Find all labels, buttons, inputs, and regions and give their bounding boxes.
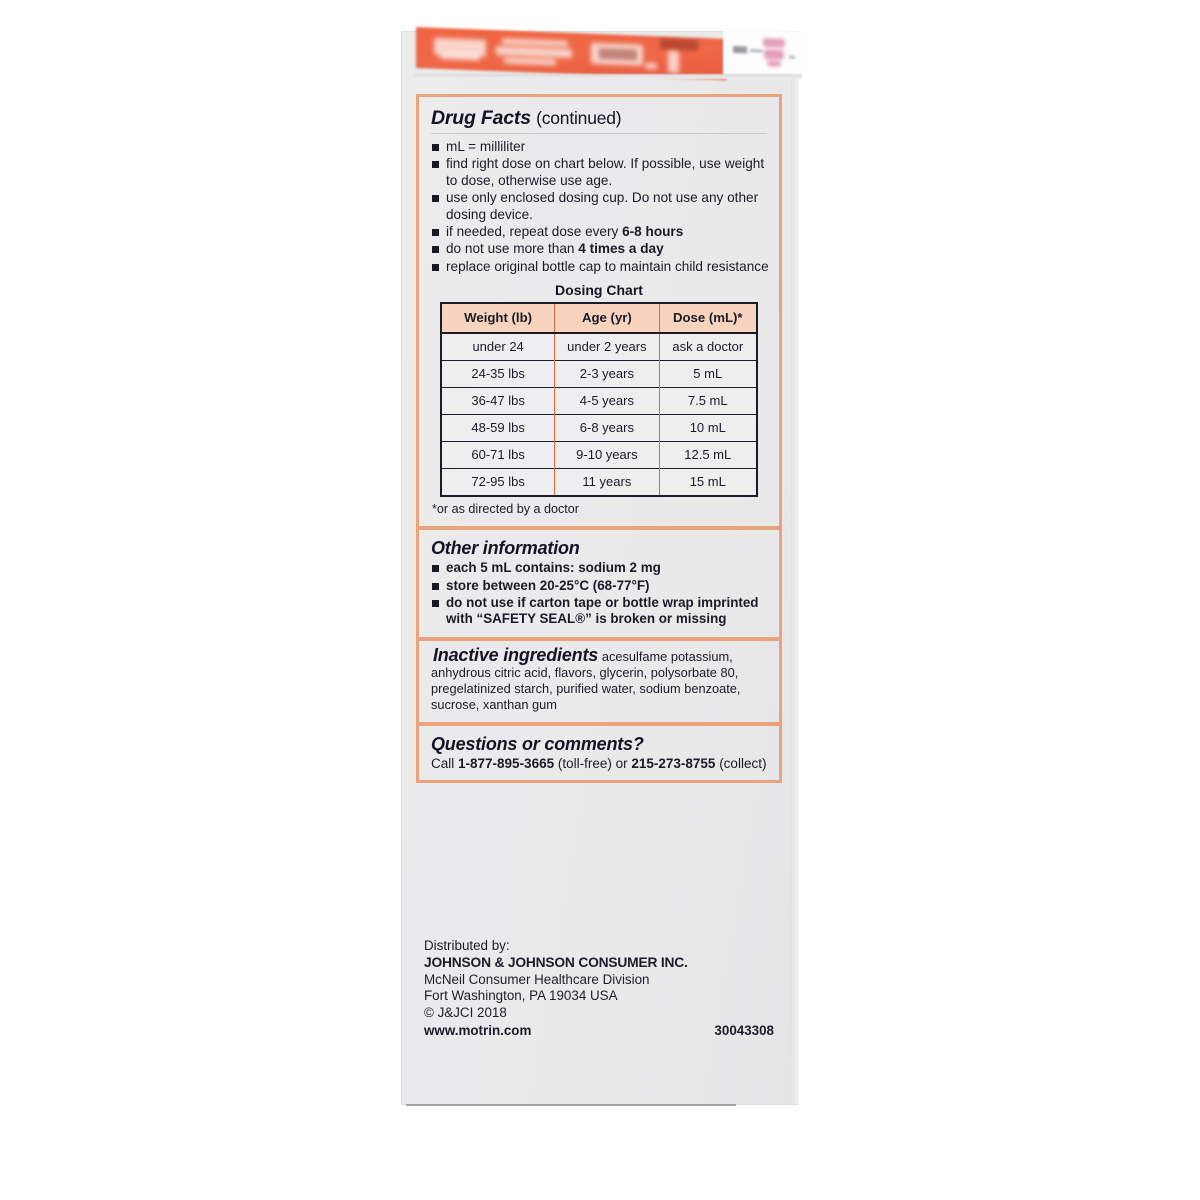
table-cell: 24-35 lbs [441, 361, 555, 388]
division-name: McNeil Consumer Healthcare Division [424, 971, 650, 987]
list-item: do not use if carton tape or bottle wrap imprinted with “SAFETY SEAL®” is broken or missing [431, 595, 769, 628]
heading-rule [431, 133, 767, 134]
table-row [441, 361, 757, 388]
other-information-heading: Other information [431, 538, 580, 559]
table-row [441, 388, 757, 415]
carton-top-white-flap [723, 29, 801, 78]
table-cell: 7.5 mL [659, 388, 757, 415]
other-information-bullet-list [429, 560, 769, 628]
table-cell: 2-3 years [555, 361, 659, 388]
product-carton [402, 32, 798, 1104]
inactive-ingredients-heading: Inactive ingredients [433, 644, 599, 665]
table-row [441, 415, 757, 442]
distributed-by-label: Distributed by: [424, 938, 510, 953]
table-cell: 72-95 lbs [441, 469, 555, 497]
carton-side-edge [791, 66, 799, 1104]
table-cell: 5 mL [659, 361, 757, 388]
website-url[interactable]: www.motrin.com [424, 1022, 532, 1038]
table-row [441, 333, 757, 361]
table-row [441, 469, 757, 497]
list-item: store between 20-25°C (68-77°F) [431, 578, 769, 594]
column-header: Age (yr) [555, 303, 659, 333]
company-name: JOHNSON & JOHNSON CONSUMER INC. [424, 954, 688, 970]
drug-facts-continued-label: (continued) [536, 108, 622, 128]
drug-facts-heading [431, 107, 769, 130]
inactive-ingredients-body [431, 644, 769, 714]
table-cell: ask a doctor [659, 333, 757, 361]
list-item: find right dose on chart below. If possible, use weight to dose, otherwise use age. [431, 156, 769, 189]
table-row [441, 442, 757, 469]
dosing-chart-footnote: *or as directed by a doctor [432, 502, 580, 517]
table-cell: 10 mL [659, 415, 757, 442]
table-cell: 15 mL [659, 469, 757, 497]
inactive-ingredients-text: acesulfame potassium, anhydrous citric acid, flavors, glycerin, polysorbate 80, pregelatinized starch, purified water, sodium benzoate, sucrose, xanthan gum [431, 648, 741, 713]
table-cell: 12.5 mL [659, 442, 757, 469]
carton-bottom-edge [406, 1104, 736, 1106]
table-header-row [441, 303, 757, 333]
dosing-chart-title: Dosing Chart [555, 282, 643, 299]
list-item: each 5 mL contains: sodium 2 mg [431, 560, 769, 576]
table-cell: under 2 years [555, 333, 659, 361]
list-item: if needed, repeat dose every 6-8 hours [431, 224, 769, 240]
dosing-chart-table [440, 302, 758, 497]
table-cell: 9-10 years [555, 442, 659, 469]
inactive-ingredients-section [419, 637, 779, 722]
carton-top-edge-rail [414, 74, 802, 79]
questions-contact-line: Call 1-877-895-3665 (toll-free) or 215-273-8755 (collect) [431, 755, 767, 771]
questions-heading: Questions or comments? [431, 733, 644, 754]
list-item: mL = milliliter [431, 139, 769, 155]
list-item: replace original bottle cap to maintain child resistance [431, 259, 769, 275]
table-cell: under 24 [441, 333, 555, 361]
drug-facts-title: Drug Facts [431, 107, 531, 129]
directions-bullet-list [429, 139, 769, 275]
drug-facts-section [419, 97, 779, 526]
other-information-section [419, 526, 779, 637]
table-cell: 4-5 years [555, 388, 659, 415]
company-address: Fort Washington, PA 19034 USA [424, 988, 618, 1004]
table-body [441, 333, 757, 496]
copyright-notice: © J&JCI 2018 [424, 1005, 507, 1021]
column-header: Weight (lb) [441, 303, 555, 333]
list-item: use only enclosed dosing cup. Do not use any other dosing device. [431, 190, 769, 223]
table-cell: 6-8 years [555, 415, 659, 442]
table-cell: 60-71 lbs [441, 442, 555, 469]
drug-facts-panel [416, 94, 782, 783]
table-cell: 11 years [555, 469, 659, 497]
questions-section [419, 722, 779, 780]
list-item: do not use more than 4 times a day [431, 241, 769, 257]
manufacturer-footer [424, 938, 774, 1040]
column-header: Dose (mL)* [659, 303, 757, 333]
table-cell: 48-59 lbs [441, 415, 555, 442]
table-cell: 36-47 lbs [441, 388, 555, 415]
product-code: 30043308 [714, 1022, 774, 1038]
